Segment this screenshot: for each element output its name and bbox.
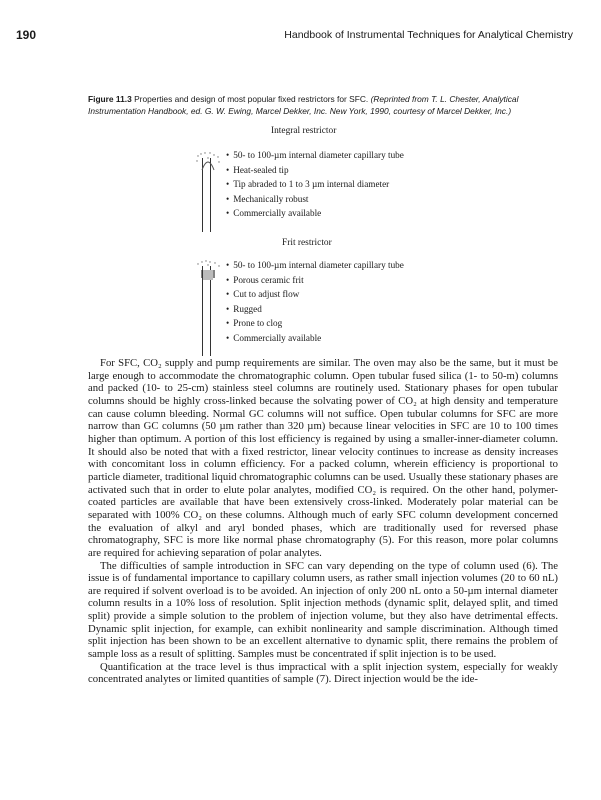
page-number: 190 [16, 28, 37, 42]
integral-restrictor-properties [226, 148, 404, 221]
frit-restrictor-title: Frit restrictor [282, 238, 332, 248]
frit-restrictor-properties [226, 258, 404, 346]
list-item: • Porous ceramic frit [226, 273, 404, 288]
list-item: • 50- to 100-µm internal diameter capillary tube [226, 258, 404, 273]
sealed-tip-icon [194, 152, 222, 172]
figure-caption [88, 93, 558, 117]
paragraph: For SFC, CO₂ supply and pump requirements are similar. The oven may also be the same, but it must be large enough to accommodate the chromatographic column. Open tubular fused silica (1- to 50-m) columns and packed (10- to 25-cm) stainless steel columns are routinely used. Stationary phases for open tubular columns should be highly cross-linked because the solvating power of CO₂ at high density and temperature can cause column bleeding. Normal GC columns will not suffice. Open tubular columns for SFC are more narrow than GC columns (50 µm rather than 320 µm) because linear velocities in SFC are 10 to 100 times higher than optimum. A portion of this lost efficiency is regained by using a smaller-inner-diameter column. It should also be noted that with a fixed restrictor, linear velocity continues to increase as density increases with concomitant loss in column efficiency. For a packed column, wherein efficiency is proportional to particle diameter, traditional liquid chromatographic columns can be used. Usually these stationary phases are activated such that in order to elute polar analytes, modified CO₂ is required. On the other hand, polymer-coated particles are available that have been extensively cross-linked. Moderately polar material can be separated with 100% CO₂ on these columns. Although much of early SFC column development concerned the evaluation of alkyl and aryl bonded phases, which are traditionally used for reversed phase chromatography, SFC is more like normal phase chromatography (5). For this reason, more polar columns are required for achieving separation of polar analytes. [88, 357, 558, 559]
integral-restrictor-title: Integral restrictor [271, 126, 337, 136]
body-text [88, 357, 558, 686]
integral-restrictor-diagram [200, 146, 530, 232]
list-item: • Heat-sealed tip [226, 163, 404, 178]
list-item: • Prone to clog [226, 316, 404, 331]
capillary-tube-icon [200, 266, 214, 356]
frit-tip-icon [194, 260, 222, 280]
paragraph: Quantification at the trace level is thus impractical with a split injection system, especially for weakly concentrated analytes or limited quantities of sample (7). Direct injection would be the ide- [88, 660, 558, 686]
list-item: • Cut to adjust flow [226, 287, 404, 302]
caption-text: Properties and design of most popular fixed restrictors for SFC. [131, 94, 371, 104]
paragraph: The difficulties of sample introduction in SFC can vary depending on the type of column used (6). The issue is of fundamental importance to capillary column users, as rather small injection volumes (20 to 60 nL) are required if solvent overload is to be avoided. An injection of only 200 nL onto a 50-µm internal diameter column results in a 10% loss of resolution. Split injection methods (dynamic split, delayed split, and timed split) provide a simple solution to the problem of injection volume, but they also have detrimental effects. Dynamic split injection, for example, can exhibit nonlinearity and sample discrimination. Although timed split injection has been shown to be an excellent alternative to dynamic split, there remains the problem of sample loss as a result of splitting. Samples must be concentrated if split injection is to be used. [88, 559, 558, 661]
list-item: • Commercially available [226, 331, 404, 346]
list-item: • Commercially available [226, 206, 404, 221]
caption-credit: (Reprinted from T. L. Chester, Analytical Instrumentation Handbook, ed. G. W. Ewing, Marcel Dekker, Inc. New York, 1990, courtesy of Marcel Dekker, Inc.) [88, 94, 519, 116]
list-item: • 50- to 100-µm internal diameter capillary tube [226, 148, 404, 163]
frit-restrictor-diagram [200, 256, 530, 356]
capillary-tube-icon [200, 158, 214, 232]
caption-label: Figure 11.3 [88, 94, 132, 104]
running-title: Handbook of Instrumental Techniques for Analytical Chemistry [284, 29, 573, 41]
list-item: • Rugged [226, 302, 404, 317]
list-item: • Mechanically robust [226, 192, 404, 207]
list-item: • Tip abraded to 1 to 3 µm internal diameter [226, 177, 404, 192]
